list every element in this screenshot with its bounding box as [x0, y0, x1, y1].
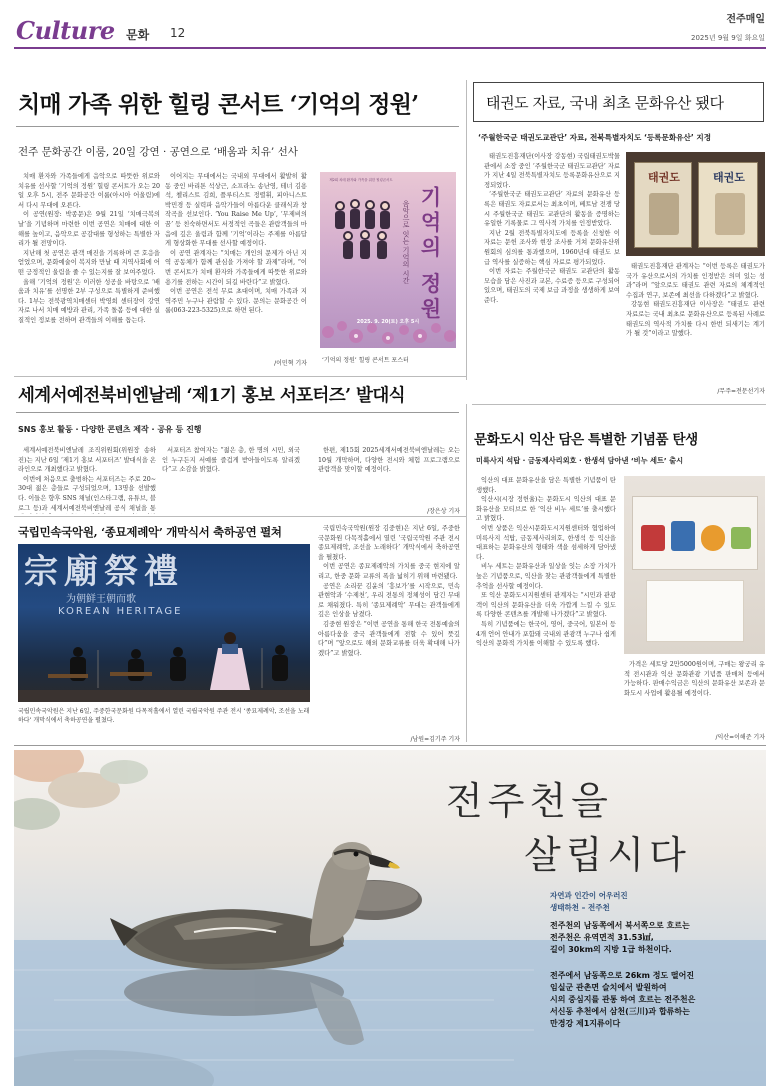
article2-paragraph: 강동현 태권도진흥재단 이사장은 “태권도 관련 자료로는 국내 최초로 문화유산으로 등록된 사례로 태권도의 역사적 가치를 다시 한번 되새기는 계기가 될 것”이라고 말했다. [626, 301, 765, 338]
article5-paragraph: 이번 상품은 익산시문화도시지원센터와 협업하여 미륵사지 석탑, 금동제사리외호, 한생석 등 익산을 대표하는 문화유산의 형태와 색을 섬세하게 담아냈다. [476, 524, 616, 561]
article3-headline: 세계서예전북비엔날레 ‘제1기 홍보 서포터즈’ 발대식 [18, 386, 405, 406]
soap-box [632, 496, 758, 570]
article4-paragraph: 김중현 원장은 “이번 공연을 통해 한국 전통예술의 아름다움을 중국 관객들에게 전할 수 있어 뜻깊다”며 “앞으로도 해외 문화교류를 더욱 확대해 나가겠다”고 밝혔다. [318, 620, 460, 657]
feature-text-line: 전주천의 남동쪽에서 북서쪽으로 흐르는 [550, 921, 690, 930]
book-left-title: 태권도 [648, 171, 680, 184]
book-left [634, 162, 692, 248]
paper-name: 전주매일 [726, 14, 765, 25]
soap-orange [701, 525, 725, 551]
musicians-illustration [18, 630, 310, 702]
section-title-ko: 문화 [126, 28, 150, 42]
article2-body-col2 [626, 262, 765, 384]
page-number: 12 [170, 26, 186, 40]
issue-date: 2025년 9월 9일 화요일 [691, 34, 765, 42]
article5-paragraph: 익산시(시장 정헌율)는 문화도시 익산의 대표 문화유산을 모티브로 한 ‘익산 비누 세트’를 출시했다고 밝혔다. [476, 496, 616, 523]
article2-body-col1 [484, 152, 620, 392]
article5-headline: 문화도시 익산 담은 특별한 기념품 탄생 [474, 432, 698, 448]
article5-paragraph: 비누 세트는 문화유산과 일상을 잇는 소장 가치가 높은 기념품으로, 익산을 찾는 관광객들에게 특별한 추억을 선사할 예정이다. [476, 563, 616, 590]
article4-photo-caption: 국립민속국악원은 지난 6일, 주중한국문화원 다목적홀에서 열린 국립국악원 주관 전시 ‘종묘제례악, 조선을 노래하다’ 개막식에서 축하공연을 펼쳤다. [18, 708, 310, 724]
article3-paragraph: 이번에 처음으로 출범하는 서포터즈는 주로 20~30대 젊은 층들로 구성되었으며, 13명을 선발했다. 이들은 향후 SNS 채널(인스타그램, 유튜브, 블로그 등)과 세계서예전북비엔날레 공식 채널을 통 [18, 475, 156, 512]
soap-blue [671, 521, 695, 551]
article5-paragraph: 가격은 세트당 2만5000원이며, 구매는 왕궁리 유적 전시관과 익산 문화관광 기념품 판매처 등에서 가능하다. 판매수익금은 익산의 문화유산 보존과 문화도시 사업에 활용될 예정이다. [624, 661, 765, 697]
article3-paragraph: 한편, 제15회 2025세계서예전북비엔날레는 오는 10월 개막하며, 다양한 전시와 체험 프로그램으로 관람객을 맞이할 예정이다. [318, 447, 460, 474]
article5-subhead: 미륵사지 석탑 · 금동제사리외호 · 한생석 담아낸 ‘비누 세트’ 출시 [476, 456, 684, 465]
feature-text-block1 [550, 920, 760, 956]
feature-series-sub: 생태하천 – 전주천 [550, 903, 610, 912]
article3-body-col3 [318, 446, 460, 504]
article5-paragraph: 특히 기념품에는 한국어, 영어, 중국어, 일본어 등 4개 언어 안내가 포함돼 국내외 관광객 누구나 쉽게 익산의 문화적 가치를 이해할 수 있도록 했다. [476, 620, 616, 648]
banner-chinese: 宗廟祭禮 [24, 552, 184, 592]
feature-photo [14, 750, 766, 1086]
row-divider-3 [14, 745, 766, 746]
article4-headline: 국립민속국악원, ‘종묘제례악’ 개막식서 축하공연 펼쳐 [18, 525, 282, 539]
article1-paragraph: 치매 환자와 가족들에게 음악으로 따뜻한 위로와 치유를 선사할 ‘기억의 정원’ 힐링 콘서트가 오는 20일 오후 5시, 전주 문화공간 이룸(아시아 어울림)에서 다시 무대에 오른다. [18, 173, 160, 209]
feature-title-line1: 전주천을 [446, 779, 613, 823]
article1-paragraph: 이 공연(원장: 박종문)은 9월 21일 ‘치매극복의 날’을 기념하며 마련한 이번 공연은 치매에 대한 이해를 높이고, 음악으로 공감대를 형성하는 특별한 자리가 될 전망이다. [18, 211, 160, 248]
article2-paragraph: 태권도진흥재단 관계자는 “이번 등록은 태권도가 국가 유산으로서의 가치를 인정받은 의미 있는 성과”라며 “앞으로도 태권도 관련 자료의 체계적인 수집과 연구, 보존에 최선을 다하겠다”고 밝혔다. [626, 263, 765, 299]
article3-paragraph: 서포터즈 참여자는 “젊은 층, 한 명의 시민, 외국인 누구든지 서예를 즐겁게 받아들이도록 알리겠다”고 소감을 밝혔다. [162, 447, 300, 474]
book-right [698, 162, 758, 248]
article1-subhead: 전주 문화공간 이룸, 20일 강연 · 공연으로 ‘배움과 치유’ 선사 [18, 146, 298, 158]
book-right-title: 태권도 [713, 171, 745, 184]
article5-body-col1 [476, 476, 616, 748]
column-divider-mid [466, 404, 467, 742]
article2-subhead: ‘주월한국군 태권도교관단’ 자료, 전북특별자치도 ‘등록문화유산’ 지정 [478, 133, 712, 142]
article2-paragraph: 지난 2월 전북특별자치도에 등록을 신청한 이 자료는 문헌 조사와 현장 조사를 거쳐 문화유산위원회의 심의를 통과했으며, 1960년대 태권도 보급 역사를 실증하는 핵심 자료로 평가되었다. [484, 229, 620, 266]
poster-title: 기억의 정원 [418, 186, 443, 323]
banner-chinese-sub: 为朝鲜王朝而歌 [66, 594, 136, 605]
article5-paragraph: 또 익산 문화도시지원센터 관계자는 “시민과 관광객이 익산의 문화유산을 더욱 가깝게 느낄 수 있도록 다양한 콘텐츠를 개발해 나가겠다”고 밝혔다. [476, 592, 616, 619]
poster-performers [328, 192, 402, 262]
article1-paragraph: 이번 공연은 전석 무료 초대이며, 치매 가족과 지역주민 누구나 관람할 수 있다. 문의는 문화공간 이룸(063-223-5325)으로 하면 된다. [165, 288, 307, 315]
article1-paragraph: 지난해 첫 공연은 관객 매진을 기록하며 큰 호응을 얻었으며, 문화예술이 복지와 만날 때 지역사회에 어떤 긍정적인 울림을 줄 수 있는지를 잘 보여주었다. [18, 249, 160, 276]
soap-green [731, 527, 751, 549]
poster-tagline: 음악으로 잇는 기억의 시간 [402, 200, 410, 284]
header-rule [14, 47, 766, 49]
performers-illustration [328, 192, 402, 262]
column-divider-top [466, 80, 467, 380]
article1-paragraph: 올해 ‘기억의 정원’은 이러한 성공을 바탕으로 ‘배움과 치유’를 선명한 2부 구성으로 특별하게 준비했다. 1부는 전북광역치매센터 박영희 센터장이 강연자로 나서 치매 예방과 관리, 가족 돌봄 등에 대한 실질적인 정보를 전하며 관객들의 이해를 돕는다. [18, 278, 160, 324]
book-right-figure [715, 193, 745, 235]
feature-title-line2: 살립시다 [524, 833, 691, 877]
banner-english: KOREAN HERITAGE [58, 606, 183, 617]
article1-rule [16, 126, 459, 127]
feature-text-line: 길이 30km의 지방 1급 하천이다. [550, 945, 672, 954]
row-divider-1 [14, 376, 466, 377]
page-header [0, 0, 777, 50]
concert-poster [320, 172, 456, 348]
row-divider-2 [14, 516, 466, 517]
article2-paragraph: 태권도진흥재단(이사장 강동현) 국립태권도박물관에서 소장 중인 ‘주월한국군 태권도교관단’ 자료가 지난 4일 전북특별자치도 등록문화유산으로 지정되었다. [484, 153, 620, 189]
article1-photo-caption: ‘기억의 정원’ 힐링 콘서트 포스터 [322, 357, 409, 364]
section-title-en: Culture [16, 16, 115, 45]
feature-text-line: 만경강 제1지류이다 [550, 1019, 621, 1028]
article1-paragraph: 이 공연 관계자는 “치매는 개인의 문제가 아닌 지역 공동체가 함께 관심을 가져야 할 과제”라며, “이번 콘서트가 치매 환자와 가족들에게 따뜻한 위로와 용기를 전하는 시간이 되길 바란다”고 밝혔다. [165, 249, 307, 286]
article2-paragraph: 이번 자료는 주월한국군 태권도 교관단의 활동 모습을 담은 사진과 교본, 수료증 등으로 구성되어 있으며, 태권도의 국제 보급 과정을 생생하게 보여준다. [484, 268, 620, 304]
feature-text-block2 [550, 970, 760, 1030]
article1-paragraph: 이어지는 무대에서는 국내외 무대에서 활발히 활동 중인 바리톤 석상근, 소프라노 송난영, 테너 김용석, 첼리스트 김희, 플루티스트 정렬휘, 피아니스트 박민경 등 실력파 음악가들이 아름다운 클래식과 창작곡을 선보인다. ‘You Raise Me Up’, ‘무제비의 꿈’ 등 친숙하면서도 서정적인 곡들은 관람객들의 마음에 깊은 울림과 함께 ‘기억’이라는 주제를 아름답게 형상화한 무대를 선사할 예정이다. [165, 173, 307, 248]
article4-paragraph: 공연은 소리꾼 김윤의 ‘흥보가’를 시작으로, 민속 관현악과 ‘수제천’, 우리 전통의 정체성이 담긴 무대로 채워졌다. 특히 ‘종묘제례악’ 무대는 관객들에게 깊은 인상을 남겼다. [318, 582, 460, 619]
article4-paragraph: 이번 공연은 종묘제례악의 가치를 중국 현지에 알리고, 한중 문화 교류의 폭을 넓히기 위해 마련됐다. [318, 563, 460, 580]
poster-date: 2025. 9. 20(토) 오후 5시 [356, 319, 420, 325]
article1-body-col2 [165, 172, 307, 358]
article3-body-col2 [162, 446, 300, 514]
article2-paragraph: ‘주월한국군 태권도교관단’ 자료의 문화유산 등록은 태권도 자료로서는 최초이며, 베트남 전쟁 당시 주월한국군 태권도 교관단의 활동을 증명하는 유일한 기록물로 그 역사적 가치를 인정받았다. [484, 191, 620, 228]
feature-text-line: 전주천은 유역면적 31.53㎢, [550, 933, 654, 942]
taekwondo-books-photo [626, 152, 765, 256]
article3-body-col1 [18, 446, 156, 514]
article2-headline: 태권도 자료, 국내 최초 문화유산 됐다 [486, 94, 724, 112]
article1-byline: /이민혁 기자 [274, 360, 307, 367]
article1-body-col1 [18, 172, 160, 368]
article1-headline: 치매 가족 위한 힐링 콘서트 ‘기억의 정원’ [18, 91, 419, 118]
feature-text-line: 서신동 추천에서 삼천(三川)과 합류하는 [550, 1007, 690, 1016]
article4-byline: /남원=김기주 기자 [410, 736, 460, 743]
article2-byline: /무주=전문선기자 [717, 388, 765, 395]
feature-text-line: 시의 중심지를 관통 하여 흐르는 전주천은 [550, 995, 696, 1004]
soap-set-photo [624, 476, 765, 654]
duck-river-illustration [14, 750, 766, 1086]
article3-subhead: SNS 홍보 활동 · 다양한 콘텐츠 제작 · 공유 등 진행 [18, 425, 202, 434]
article3-byline: /장은상 기자 [427, 508, 460, 515]
row-divider-1b [472, 404, 766, 405]
book-left-figure [649, 193, 679, 235]
article4-body [318, 524, 460, 734]
article5-byline: /익산=이해준 기자 [715, 734, 765, 741]
feature-text-line: 임실군 관촌면 슬치에서 발원하여 [550, 983, 667, 992]
performance-photo [18, 544, 310, 702]
article5-paragraph: 익산의 대표 문화유산을 담은 특별한 기념품이 탄생했다. [476, 477, 616, 494]
article5-body-col2 [624, 660, 765, 730]
feature-text-line: 전주에서 남동쪽으로 26km 정도 떨어진 [550, 971, 695, 980]
article3-paragraph: 세계서예전북비엔날레 조직위원회(위원장 송하진)는 지난 6일 ‘제1기 홍보 서포터즈’ 발대식을 온라인으로 개최했다고 밝혔다. [18, 447, 156, 474]
soap-red [641, 525, 665, 551]
article3-rule [16, 412, 459, 413]
article4-paragraph: 국립민속국악원(원장 김중현)은 지난 6일, 주중한국문화원 다목적홀에서 열린 ‘국립국악원 주관 전시 종묘제례악, 조선을 노래하다’ 개막식에서 축하공연을 펼쳤다. [318, 525, 460, 561]
soap-card [646, 580, 744, 642]
feature-series-label: 자연과 인간이 어우러진 [550, 891, 628, 900]
poster-subtitle: 제2회 치매 환자와 가족을 위한 힐링콘서트 [329, 178, 393, 182]
